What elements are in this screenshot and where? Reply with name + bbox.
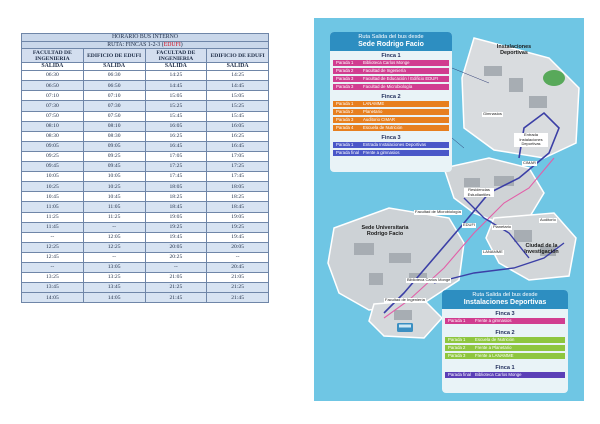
departure-time-cell: 17:05 <box>145 151 207 161</box>
departure-time-cell: 14:05 <box>22 293 84 303</box>
table-row <box>22 212 269 222</box>
stop-number: Parada 4 <box>336 125 354 130</box>
stop-name: Frente a gimnasios <box>363 150 400 155</box>
stop-row <box>445 345 565 351</box>
departure-time-cell: 06:50 <box>83 81 145 91</box>
label-auditorio: Auditorio <box>540 217 556 222</box>
table-row <box>22 81 269 91</box>
stop-name: Entrada Instalaciones Deportivas <box>363 142 427 147</box>
departure-time-cell: 18:05 <box>145 182 207 192</box>
departure-time-cell: -- <box>22 262 84 272</box>
departure-time-cell: -- <box>83 222 145 232</box>
departure-time-cell: 14:25 <box>207 71 269 81</box>
departure-time-cell: 07:50 <box>22 111 84 121</box>
table-row <box>22 172 269 182</box>
table-row <box>22 273 269 283</box>
label-microbiologia: Facultad de Microbiología <box>415 209 461 214</box>
departure-time-cell: 12:05 <box>83 232 145 242</box>
label-instalaciones-deportivas: Instalaciones Deportivas <box>496 44 532 56</box>
label-sede-rodrigo-facio: Sede Universitaria Rodrigo Facio <box>361 225 409 237</box>
column-header: EDIFICIO DE EDUFI <box>207 49 269 63</box>
departure-time-cell: 11:25 <box>22 212 84 222</box>
stop-row <box>333 109 449 115</box>
stop-row <box>445 372 565 378</box>
departure-time-cell: 14:05 <box>83 293 145 303</box>
departure-time-cell: 10:05 <box>22 172 84 182</box>
departure-time-cell: 10:25 <box>22 182 84 192</box>
table-row <box>22 121 269 131</box>
table-row <box>22 252 269 262</box>
label-lanamme: LANAMME <box>483 249 503 254</box>
finca-heading: Finca 2 <box>495 330 515 336</box>
column-subheader-salida: SALIDA <box>83 63 145 71</box>
departure-time-cell: 10:25 <box>83 182 145 192</box>
table-row <box>22 141 269 151</box>
column-header: FACULTAD DE INGENIERIA <box>145 49 207 63</box>
departure-time-cell: 11:45 <box>22 222 84 232</box>
departure-time-cell: 09:05 <box>83 141 145 151</box>
bus-icon <box>397 323 413 332</box>
departure-time-cell: 07:50 <box>83 111 145 121</box>
departure-time-cell: 13:25 <box>83 273 145 283</box>
departure-time-cell: 10:45 <box>83 192 145 202</box>
departure-time-cell: 11:05 <box>22 202 84 212</box>
stop-name: Planetario <box>363 109 383 114</box>
table-row <box>22 91 269 101</box>
table-row <box>22 262 269 272</box>
stop-number: Parada 1 <box>448 318 466 323</box>
stop-row <box>333 142 449 148</box>
table-row <box>22 202 269 212</box>
departure-time-cell: 09:45 <box>83 162 145 172</box>
stop-name: Escuela de Nutrición <box>363 125 403 130</box>
label-edufi: EDUFI <box>463 222 475 227</box>
table-row <box>22 222 269 232</box>
departure-time-cell: 14:45 <box>207 81 269 91</box>
departure-time-cell: 21:45 <box>145 293 207 303</box>
departure-time-cell: 17:25 <box>207 162 269 172</box>
finca-heading: Finca 1 <box>495 365 515 371</box>
departure-time-cell: 14:45 <box>145 81 207 91</box>
stop-row <box>333 76 449 82</box>
finca-heading: Finca 1 <box>381 53 401 59</box>
departure-time-cell: 16:05 <box>145 121 207 131</box>
campus-bus-map <box>314 18 584 401</box>
departure-time-cell: -- <box>83 252 145 262</box>
schedule-route: RUTA: FINCAS 1-2-3 (EDUFI) <box>22 41 269 49</box>
table-row <box>22 101 269 111</box>
stop-row <box>445 337 565 343</box>
stop-number: Parada 1 <box>336 101 354 106</box>
stop-name: Facultad de Microbiología <box>363 84 413 89</box>
stop-name: Biblioteca Carlos Monge <box>363 60 410 65</box>
departure-time-cell: 17:45 <box>207 172 269 182</box>
stop-row <box>445 353 565 359</box>
stop-number: Parada 3 <box>336 84 354 89</box>
stop-row <box>333 117 449 123</box>
stop-name: Biblioteca Carlos Monge <box>475 372 522 377</box>
departure-time-cell: 10:45 <box>22 192 84 202</box>
departure-time-cell: 21:25 <box>145 283 207 293</box>
stop-row <box>333 68 449 74</box>
departure-time-cell: 06:30 <box>22 71 84 81</box>
departure-time-cell: 11:25 <box>83 212 145 222</box>
finca-heading: Finca 3 <box>495 311 515 317</box>
label-residencias: Residencias Estudiantiles <box>464 188 494 197</box>
stop-name: LANAMME <box>363 101 385 106</box>
schedule-title: HORARIO BUS INTERNO <box>22 34 269 42</box>
stop-name: Facultad de Ingeniería <box>363 68 406 73</box>
departure-time-cell: 18:25 <box>207 192 269 202</box>
table-row <box>22 192 269 202</box>
stop-number: Parada 1 <box>336 60 354 65</box>
departure-time-cell: 19:45 <box>145 232 207 242</box>
stop-row <box>445 318 565 324</box>
departure-time-cell: 16:25 <box>207 131 269 141</box>
departure-time-cell: 07:10 <box>83 91 145 101</box>
table-row <box>22 182 269 192</box>
departure-time-cell: 21:05 <box>145 273 207 283</box>
departure-time-cell: 21:25 <box>207 283 269 293</box>
stop-number: Parada final <box>448 372 471 377</box>
stop-number: Parada 2 <box>336 109 354 114</box>
departure-time-cell: 17:05 <box>207 151 269 161</box>
departure-time-cell: 13:25 <box>22 273 84 283</box>
stop-row <box>333 150 449 156</box>
departure-time-cell: 16:05 <box>207 121 269 131</box>
departure-time-cell: 12:45 <box>22 252 84 262</box>
departure-time-cell: 18:05 <box>207 182 269 192</box>
stop-name: Facultad de Educación / Edificio EDUFI <box>363 76 439 81</box>
table-row <box>22 162 269 172</box>
departure-time-cell: 20:45 <box>207 262 269 272</box>
column-subheader-salida: SALIDA <box>145 63 207 71</box>
departure-time-cell: 12:25 <box>22 242 84 252</box>
departure-time-cell: -- <box>207 252 269 262</box>
stop-name: Escuela de Nutrición <box>475 337 515 342</box>
departure-time-cell: 20:05 <box>145 242 207 252</box>
route-from-deportivas-header: Ruta Salida del bus desde Instalaciones Deportivas <box>442 290 568 309</box>
label-gimnasios: Gimnasios <box>483 111 502 116</box>
stop-number: Parada 3 <box>448 353 466 358</box>
stop-row <box>333 125 449 131</box>
departure-time-cell: 20:25 <box>145 252 207 262</box>
departure-time-cell: 19:25 <box>207 222 269 232</box>
departure-time-cell: 09:25 <box>83 151 145 161</box>
table-row <box>22 242 269 252</box>
departure-time-cell: 07:30 <box>83 101 145 111</box>
departure-time-cell: 09:05 <box>22 141 84 151</box>
stop-name: Frente a gimnasios <box>475 318 512 323</box>
departure-time-cell: 06:30 <box>83 71 145 81</box>
stop-name: Frente a Planetario <box>475 345 512 350</box>
departure-time-cell: 13:45 <box>83 283 145 293</box>
label-biblioteca: Biblioteca Carlos Monge <box>407 277 451 282</box>
column-header: EDIFICIO DE EDUFI <box>83 49 145 63</box>
departure-time-cell: -- <box>22 232 84 242</box>
departure-time-cell: 08:10 <box>83 121 145 131</box>
departure-time-cell: 08:30 <box>83 131 145 141</box>
stop-number: Parada 2 <box>448 345 466 350</box>
column-header: FACULTAD DE INGENIERIA <box>22 49 84 63</box>
bus-schedule-table <box>21 33 269 303</box>
departure-time-cell: 17:45 <box>145 172 207 182</box>
label-cimar: CIMAR <box>523 160 536 165</box>
departure-time-cell: 17:25 <box>145 162 207 172</box>
route-from-deportivas-panel <box>442 290 568 393</box>
departure-time-cell: 06:50 <box>22 81 84 91</box>
departure-time-cell: 11:05 <box>83 202 145 212</box>
departure-time-cell: 20:05 <box>207 242 269 252</box>
stop-number: Parada 3 <box>336 76 354 81</box>
table-row <box>22 111 269 121</box>
departure-time-cell: 12:25 <box>83 242 145 252</box>
departure-time-cell: 18:45 <box>145 202 207 212</box>
departure-time-cell: 21:05 <box>207 273 269 283</box>
column-subheader-salida: SALIDA <box>22 63 84 71</box>
departure-time-cell: 19:05 <box>207 212 269 222</box>
route-from-rodrigo-facio-panel <box>330 32 452 172</box>
stop-row <box>333 84 449 90</box>
finca-heading: Finca 2 <box>381 94 401 100</box>
departure-time-cell: 18:45 <box>207 202 269 212</box>
table-row <box>22 71 269 81</box>
departure-time-cell: 14:25 <box>145 71 207 81</box>
stop-number: Parada 1 <box>336 142 354 147</box>
departure-time-cell: 07:30 <box>22 101 84 111</box>
table-row <box>22 131 269 141</box>
departure-time-cell: 15:05 <box>207 91 269 101</box>
table-row <box>22 232 269 242</box>
departure-time-cell: 18:25 <box>145 192 207 202</box>
departure-time-cell: 09:45 <box>22 162 84 172</box>
label-entrada-deportivas: Entrada Instalaciones Deportivas <box>514 133 548 147</box>
departure-time-cell: 13:45 <box>22 283 84 293</box>
stop-number: Parada final <box>336 150 359 155</box>
departure-time-cell: 10:05 <box>83 172 145 182</box>
stop-number: Parada 3 <box>336 117 354 122</box>
departure-time-cell: -- <box>145 262 207 272</box>
stop-row <box>333 101 449 107</box>
label-ingenieria: Facultad de Ingeniería <box>385 297 425 302</box>
departure-time-cell: 13:05 <box>83 262 145 272</box>
departure-time-cell: 21:45 <box>207 293 269 303</box>
departure-time-cell: 19:25 <box>145 222 207 232</box>
departure-time-cell: 19:05 <box>145 212 207 222</box>
departure-time-cell: 09:25 <box>22 151 84 161</box>
departure-time-cell: 15:45 <box>207 111 269 121</box>
table-row <box>22 283 269 293</box>
departure-time-cell: 16:45 <box>207 141 269 151</box>
departure-time-cell: 16:45 <box>145 141 207 151</box>
table-row <box>22 293 269 303</box>
departure-time-cell: 08:30 <box>22 131 84 141</box>
stop-name: Auditorio CIMAR <box>363 117 395 122</box>
departure-time-cell: 15:25 <box>207 101 269 111</box>
departure-time-cell: 15:45 <box>145 111 207 121</box>
label-ciudad-investigacion: Ciudad de la Investigación <box>524 243 559 255</box>
departure-time-cell: 07:10 <box>22 91 84 101</box>
stop-number: Parada 2 <box>336 68 354 73</box>
route-from-rodrigo-facio-header: Ruta Salida del bus desde Sede Rodrigo Facio <box>330 32 452 51</box>
finca-heading: Finca 3 <box>381 135 401 141</box>
departure-time-cell: 16:25 <box>145 131 207 141</box>
label-planetario: Planetario <box>493 224 512 229</box>
departure-time-cell: 15:05 <box>145 91 207 101</box>
stop-number: Parada 1 <box>448 337 466 342</box>
column-subheader-salida: SALIDA <box>207 63 269 71</box>
stop-name: Frente a LANAMME <box>475 353 514 358</box>
stop-row <box>333 60 449 66</box>
departure-time-cell: 08:10 <box>22 121 84 131</box>
departure-time-cell: 19:45 <box>207 232 269 242</box>
table-row <box>22 151 269 161</box>
departure-time-cell: 15:25 <box>145 101 207 111</box>
